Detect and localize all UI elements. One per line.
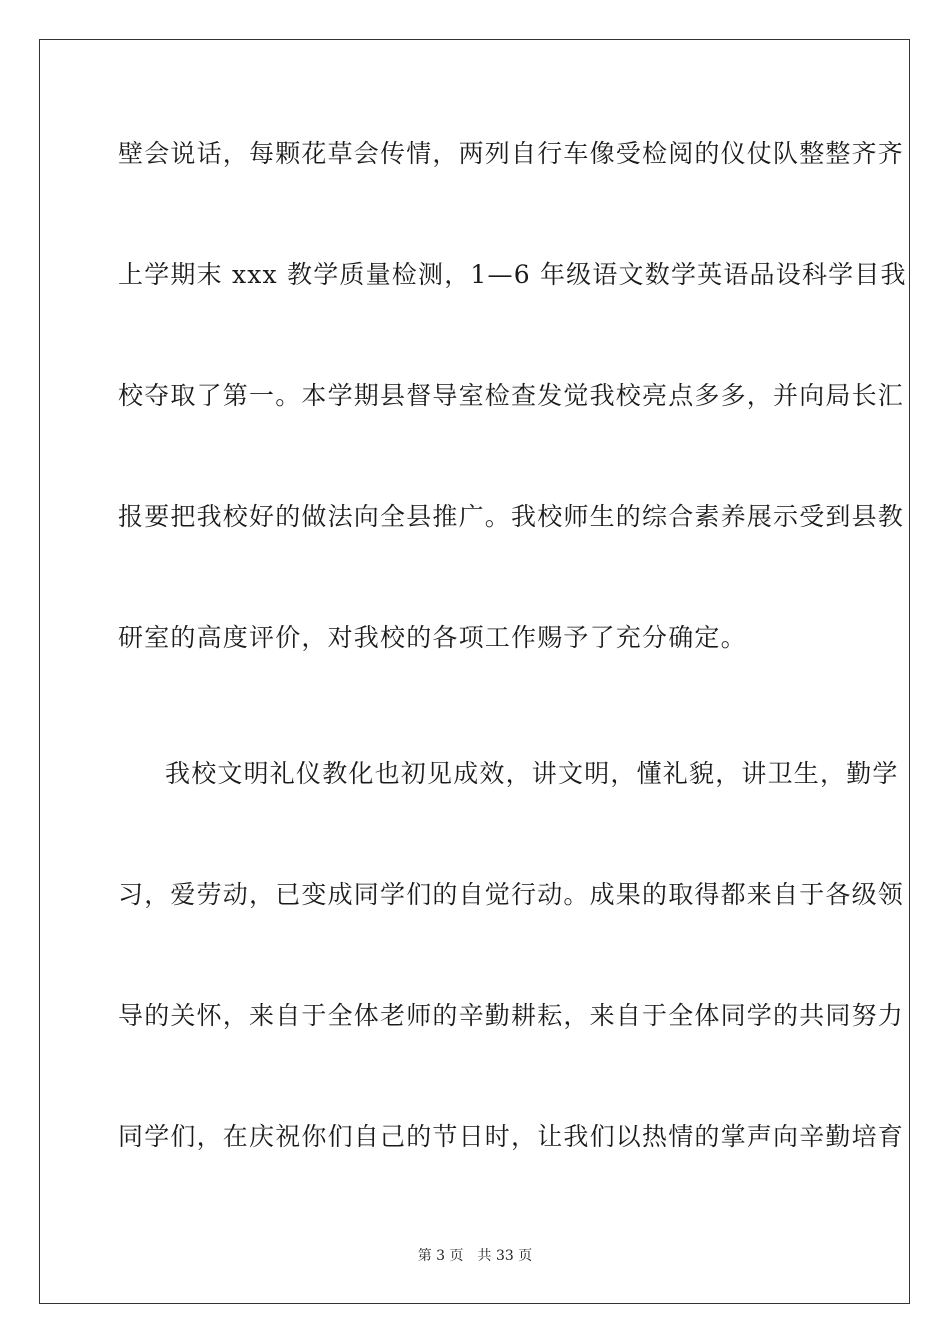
paragraph-start-line: 我校文明礼仪教化也初见成效，讲文明，懂礼貌，讲卫生，勤学 bbox=[165, 759, 899, 788]
text-line-8: 导的关怀，来自于全体老师的辛勤耕耘，来自于全体同学的共同努力 bbox=[118, 1001, 905, 1030]
text-line-5: 研室的高度评价，对我校的各项工作赐予了充分确定。 bbox=[118, 623, 747, 652]
page-number: 第 3 页 bbox=[417, 1248, 464, 1264]
text-line-9: 同学们，在庆祝你们自己的节日时，让我们以热情的掌声向辛勤培育 bbox=[118, 1122, 905, 1151]
text-line-4: 报要把我校好的做法向全县推广。我校师生的综合素养展示受到县教 bbox=[118, 502, 905, 531]
page-border bbox=[39, 39, 910, 1304]
text-line-7: 习，爱劳动，已变成同学们的自觉行动。成果的取得都来自于各级领 bbox=[118, 880, 905, 909]
page-footer bbox=[0, 1247, 950, 1265]
text-line-2: 上学期末 xxx 教学质量检测，1—6 年级语文数学英语品设科学目我 bbox=[118, 260, 907, 289]
total-pages: 共 33 页 bbox=[477, 1248, 533, 1264]
text-line-3: 校夺取了第一。本学期县督导室检查发觉我校亮点多多，并向局长汇 bbox=[118, 381, 905, 410]
text-line-1: 壁会说话，每颗花草会传情，两列自行车像受检阅的仪仗队整整齐齐 bbox=[118, 139, 905, 168]
